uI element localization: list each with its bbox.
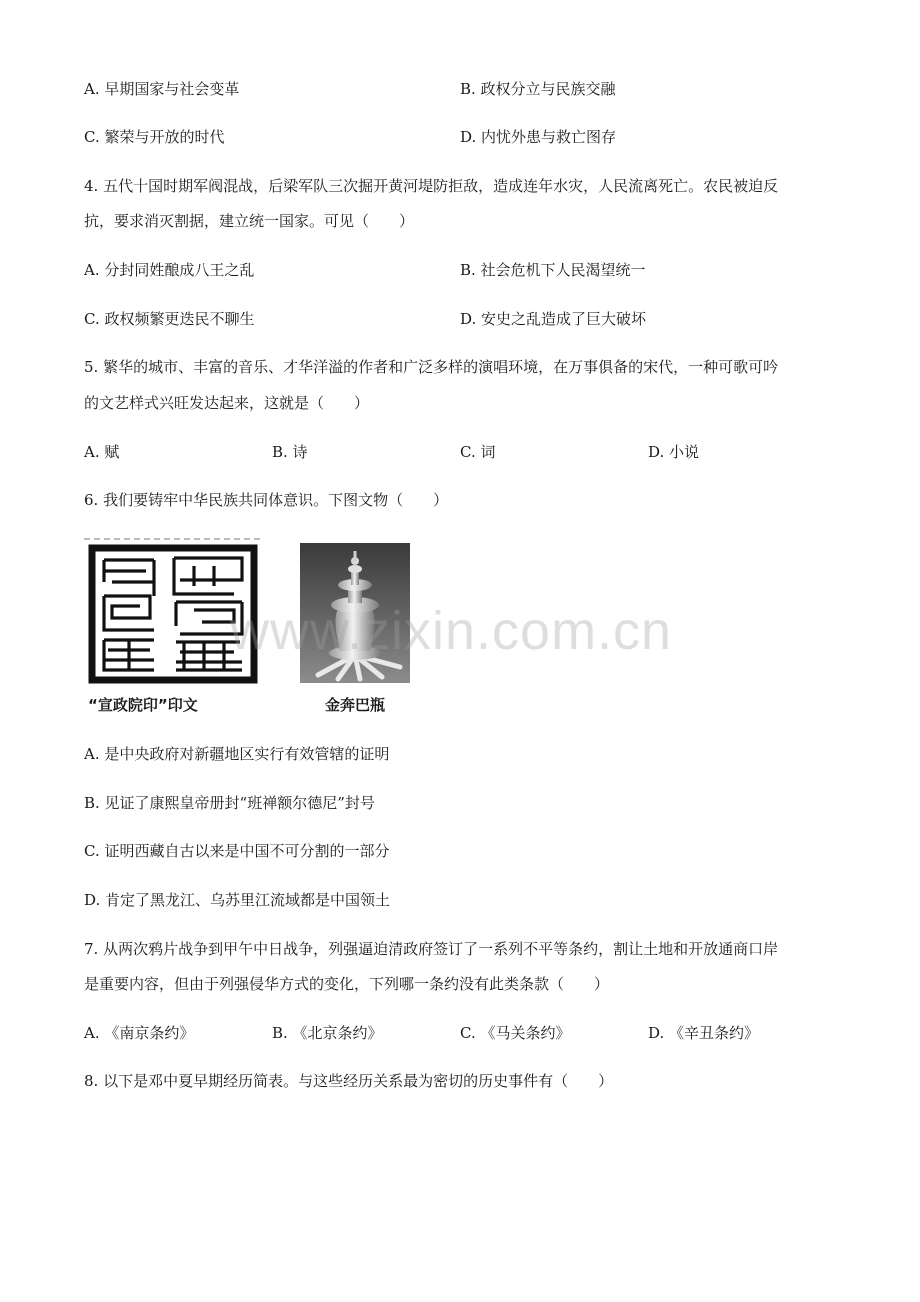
q7-stem-line2: 是重要内容，但由于列强侵华方式的变化，下列哪一条约没有此类条款（ ） xyxy=(84,975,610,993)
q6-option-d: D. 肯定了黑龙江、乌苏里江流域都是中国领土 xyxy=(84,891,391,909)
q4-option-c: C. 政权频繁更迭民不聊生 xyxy=(84,310,255,328)
watermark: www.zixin.com.cn xyxy=(230,601,673,661)
q6-stem: 6. 我们要铸牢中华民族共同体意识。下图文物（ ） xyxy=(84,491,449,509)
q4-stem-line2: 抗，要求消灭割据，建立统一国家。可见（ ） xyxy=(84,212,415,230)
q5-option-d: D. 小说 xyxy=(648,443,700,461)
q5-option-c: C. 词 xyxy=(460,443,496,461)
vase-caption: 金奔巴瓶 xyxy=(325,696,386,714)
q7-option-b: B. 《北京条约》 xyxy=(272,1024,383,1042)
q3-option-a: A. 早期国家与社会变革 xyxy=(84,80,240,98)
q7-option-a: A. 《南京条约》 xyxy=(84,1024,195,1042)
q8-stem: 8. 以下是邓中夏早期经历简表。与这些经历关系最为密切的历史事件有（ ） xyxy=(84,1072,614,1090)
q3-option-d: D. 内忧外患与救亡图存 xyxy=(460,128,617,146)
seal-caption: “宣政院印”印文 xyxy=(88,696,198,714)
q7-option-c: C. 《马关条约》 xyxy=(460,1024,571,1042)
q4-option-a: A. 分封同姓酿成八王之乱 xyxy=(84,261,255,279)
q7-stem-line1: 7. 从两次鸦片战争到甲午中日战争，列强逼迫清政府签订了一系列不平等条约，割让土地和开放通商口岸 xyxy=(84,940,779,958)
q4-option-b: B. 社会危机下人民渴望统一 xyxy=(460,261,646,279)
q4-stem-line1: 4. 五代十国时期军阀混战，后梁军队三次掘开黄河堤防拒敌，造成连年水灾，人民流离死亡。农民被迫反 xyxy=(84,177,779,195)
q6-option-c: C. 证明西藏自古以来是中国不可分割的一部分 xyxy=(84,842,390,860)
q3-option-b: B. 政权分立与民族交融 xyxy=(460,80,616,98)
q3-option-c: C. 繁荣与开放的时代 xyxy=(84,128,225,146)
q7-option-d: D. 《辛丑条约》 xyxy=(648,1024,760,1042)
q6-option-a: A. 是中央政府对新疆地区实行有效管辖的证明 xyxy=(84,745,390,763)
q6-option-b: B. 见证了康熙皇帝册封“班禅额尔德尼”封号 xyxy=(84,794,375,812)
q5-option-a: A. 赋 xyxy=(84,443,120,461)
q5-option-b: B. 诗 xyxy=(272,443,308,461)
q5-stem-line1: 5. 繁华的城市、丰富的音乐、才华洋溢的作者和广泛多样的演唱环境，在万事俱备的宋代，一种可歌可吟 xyxy=(84,358,779,376)
q5-stem-line2: 的文艺样式兴旺发达起来，这就是（ ） xyxy=(84,394,370,412)
q4-option-d: D. 安史之乱造成了巨大破坏 xyxy=(460,310,647,328)
